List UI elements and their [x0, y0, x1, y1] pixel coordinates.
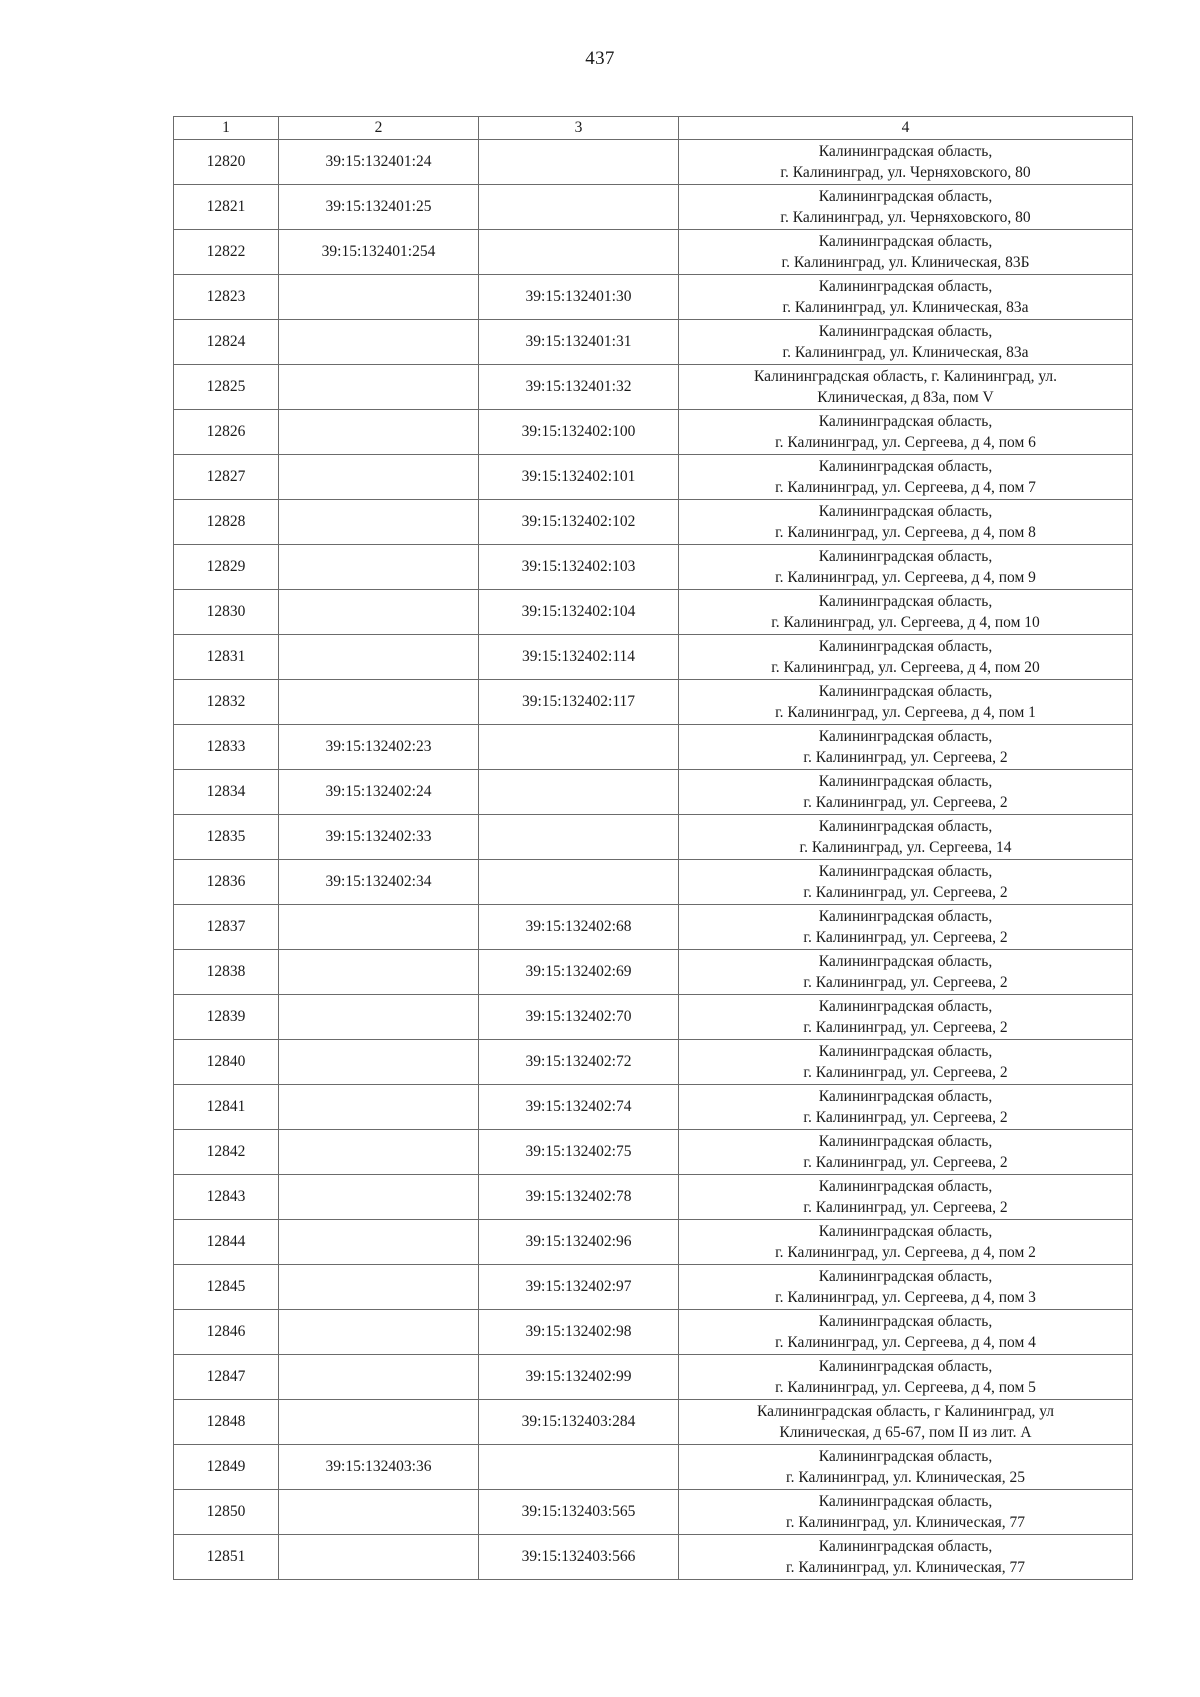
cadastral-number-cell: 39:15:132401:254 [279, 230, 479, 275]
row-number-cell: 12820 [174, 140, 279, 185]
cadastral-number-cell [279, 365, 479, 410]
row-number-cell: 12822 [174, 230, 279, 275]
address-line-2: г. Калининград, ул. Сергеева, д 4, пом 5 [775, 1379, 1036, 1396]
page-number: 437 [585, 48, 615, 69]
cadastral-number-cell [279, 950, 479, 995]
cadastral-number-cell: 39:15:132402:34 [279, 860, 479, 905]
address-line-1: Калининградская область, [818, 682, 993, 700]
table-row [174, 410, 1133, 455]
table-row [174, 1130, 1133, 1175]
table-row [174, 1355, 1133, 1400]
table-row [174, 1040, 1133, 1085]
table-row [174, 1535, 1133, 1580]
address-line-2: г. Калининград, ул. Сергеева, 2 [803, 1064, 1008, 1081]
address-cell [679, 1265, 1133, 1310]
address-line-2: г. Калининград, ул. Сергеева, 2 [803, 1019, 1008, 1036]
table-row [174, 1445, 1133, 1490]
address-cell [679, 275, 1133, 320]
cadastral-number-cell: 39:15:132402:23 [279, 725, 479, 770]
table-row [174, 320, 1133, 365]
table-row [174, 500, 1133, 545]
table-row [174, 905, 1133, 950]
address-cell [679, 770, 1133, 815]
address-line-2: г. Калининград, ул. Сергеева, д 4, пом 10 [771, 614, 1040, 631]
address-line-1: Калининградская область, г Калининград, ул [756, 1402, 1055, 1420]
address-line-2: г. Калининград, ул. Клиническая, 83Б [781, 254, 1030, 271]
address-cell [679, 950, 1133, 995]
address-line-1: Калининградская область, [818, 727, 993, 745]
address-line-1: Калининградская область, [818, 1447, 993, 1465]
address-line-1: Калининградская область, г. Калининград, ул. [753, 367, 1058, 385]
cadastral-number-cell [279, 1535, 479, 1580]
row-number-cell: 12851 [174, 1535, 279, 1580]
premises-cadastral-number-cell: 39:15:132402:70 [479, 995, 679, 1040]
address-line-2: г. Калининград, ул. Сергеева, д 4, пом 2 [775, 1244, 1036, 1261]
premises-cadastral-number-cell [479, 185, 679, 230]
address-cell [679, 1085, 1133, 1130]
address-cell [679, 455, 1133, 500]
premises-cadastral-number-cell: 39:15:132401:31 [479, 320, 679, 365]
row-number-cell: 12848 [174, 1400, 279, 1445]
address-line-1: Калининградская область, [818, 907, 993, 925]
row-number-cell: 12832 [174, 680, 279, 725]
address-line-1: Калининградская область, [818, 772, 993, 790]
address-line-2: г. Калининград, ул. Сергеева, 2 [803, 794, 1008, 811]
premises-cadastral-number-cell: 39:15:132401:30 [479, 275, 679, 320]
address-cell [679, 995, 1133, 1040]
premises-cadastral-number-cell [479, 860, 679, 905]
cadastral-number-cell: 39:15:132401:25 [279, 185, 479, 230]
premises-cadastral-number-cell [479, 140, 679, 185]
table-row [174, 1265, 1133, 1310]
address-line-2: г. Калининград, ул. Сергеева, д 4, пом 9 [775, 569, 1036, 586]
address-line-1: Калининградская область, [818, 1537, 993, 1555]
row-number-cell: 12841 [174, 1085, 279, 1130]
address-line-2: Клиническая, д 83а, пом V [817, 389, 994, 406]
table-row [174, 275, 1133, 320]
address-cell [679, 500, 1133, 545]
address-line-1: Калининградская область, [818, 1357, 993, 1375]
address-line-1: Калининградская область, [818, 502, 993, 520]
address-cell [679, 1220, 1133, 1265]
address-cell [679, 1040, 1133, 1085]
row-number-cell: 12836 [174, 860, 279, 905]
premises-cadastral-number-cell: 39:15:132402:114 [479, 635, 679, 680]
row-number-cell: 12825 [174, 365, 279, 410]
address-line-2: г. Калининград, ул. Сергеева, д 4, пом 1 [775, 704, 1036, 721]
address-line-2: г. Калининград, ул. Сергеева, 2 [803, 884, 1008, 901]
address-line-2: г. Калининград, ул. Клиническая, 83а [782, 344, 1029, 361]
address-line-1: Калининградская область, [818, 412, 993, 430]
cadastral-number-cell [279, 680, 479, 725]
address-cell [679, 1400, 1133, 1445]
table-row [174, 725, 1133, 770]
premises-cadastral-number-cell [479, 1445, 679, 1490]
premises-cadastral-number-cell: 39:15:132402:96 [479, 1220, 679, 1265]
address-cell [679, 860, 1133, 905]
premises-cadastral-number-cell: 39:15:132402:102 [479, 500, 679, 545]
table-row [174, 365, 1133, 410]
table-row [174, 230, 1133, 275]
table-row [174, 860, 1133, 905]
premises-cadastral-number-cell: 39:15:132402:100 [479, 410, 679, 455]
address-line-2: г. Калининград, ул. Сергеева, д 4, пом 3 [775, 1289, 1036, 1306]
address-line-1: Калининградская область, [818, 547, 993, 565]
row-number-cell: 12849 [174, 1445, 279, 1490]
row-number-cell: 12834 [174, 770, 279, 815]
cadastral-number-cell: 39:15:132401:24 [279, 140, 479, 185]
cadastral-number-cell [279, 1355, 479, 1400]
cadastral-number-cell [279, 635, 479, 680]
column-header-1: 1 [174, 117, 279, 140]
cadastral-number-cell: 39:15:132402:24 [279, 770, 479, 815]
address-line-1: Калининградская область, [818, 1312, 993, 1330]
address-line-2: г. Калининград, ул. Сергеева, д 4, пом 6 [775, 434, 1036, 451]
table-row [174, 1220, 1133, 1265]
cadastral-number-cell [279, 410, 479, 455]
address-line-1: Калининградская область, [818, 997, 993, 1015]
row-number-cell: 12850 [174, 1490, 279, 1535]
address-line-1: Калининградская область, [818, 1177, 993, 1195]
address-line-1: Калининградская область, [818, 457, 993, 475]
row-number-cell: 12847 [174, 1355, 279, 1400]
row-number-cell: 12821 [174, 185, 279, 230]
premises-cadastral-number-cell: 39:15:132402:78 [479, 1175, 679, 1220]
address-line-1: Калининградская область, [818, 232, 993, 250]
address-line-1: Калининградская область, [818, 1132, 993, 1150]
address-cell [679, 545, 1133, 590]
address-cell [679, 1175, 1133, 1220]
address-line-1: Калининградская область, [818, 862, 993, 880]
cadastral-number-cell [279, 905, 479, 950]
address-line-2: г. Калининград, ул. Черняховского, 80 [780, 209, 1031, 226]
cadastral-number-cell [279, 1085, 479, 1130]
cadastral-number-cell [279, 320, 479, 365]
address-line-2: г. Калининград, ул. Сергеева, 2 [803, 1109, 1008, 1126]
premises-cadastral-number-cell: 39:15:132402:103 [479, 545, 679, 590]
address-line-2: г. Калининград, ул. Сергеева, 2 [803, 974, 1008, 991]
cadastral-number-cell [279, 995, 479, 1040]
address-cell [679, 140, 1133, 185]
table-row [174, 995, 1133, 1040]
column-header-2: 2 [279, 117, 479, 140]
address-line-1: Калининградская область, [818, 1222, 993, 1240]
column-header-4: 4 [679, 117, 1133, 140]
address-cell [679, 1535, 1133, 1580]
address-line-1: Калининградская область, [818, 322, 993, 340]
address-cell [679, 905, 1133, 950]
address-line-2: г. Калининград, ул. Сергеева, 2 [803, 929, 1008, 946]
cadastral-number-cell [279, 1175, 479, 1220]
address-cell [679, 815, 1133, 860]
address-cell [679, 635, 1133, 680]
row-number-cell: 12846 [174, 1310, 279, 1355]
address-line-1: Калининградская область, [818, 1087, 993, 1105]
cadastral-number-cell [279, 1040, 479, 1085]
table-row [174, 185, 1133, 230]
cadastral-number-cell [279, 1265, 479, 1310]
address-line-1: Калининградская область, [818, 817, 993, 835]
premises-cadastral-number-cell [479, 725, 679, 770]
premises-cadastral-number-cell: 39:15:132403:566 [479, 1535, 679, 1580]
row-number-cell: 12831 [174, 635, 279, 680]
cadastral-number-cell [279, 1400, 479, 1445]
address-cell [679, 320, 1133, 365]
premises-cadastral-number-cell: 39:15:132402:72 [479, 1040, 679, 1085]
table-row [174, 140, 1133, 185]
address-cell [679, 185, 1133, 230]
row-number-cell: 12843 [174, 1175, 279, 1220]
premises-cadastral-number-cell: 39:15:132402:99 [479, 1355, 679, 1400]
row-number-cell: 12826 [174, 410, 279, 455]
premises-cadastral-number-cell: 39:15:132402:104 [479, 590, 679, 635]
address-line-1: Калининградская область, [818, 637, 993, 655]
address-line-1: Калининградская область, [818, 277, 993, 295]
row-number-cell: 12823 [174, 275, 279, 320]
address-line-2: г. Калининград, ул. Сергеева, 2 [803, 749, 1008, 766]
table-row [174, 545, 1133, 590]
cadastral-number-cell [279, 455, 479, 500]
table-row [174, 680, 1133, 725]
cadastral-number-cell [279, 1220, 479, 1265]
premises-cadastral-number-cell: 39:15:132402:68 [479, 905, 679, 950]
address-cell [679, 725, 1133, 770]
table-row [174, 1310, 1133, 1355]
address-line-2: г. Калининград, ул. Сергеева, 14 [799, 839, 1012, 856]
cadastral-number-cell [279, 1490, 479, 1535]
address-cell [679, 1130, 1133, 1175]
address-line-2: г. Калининград, ул. Клиническая, 25 [785, 1469, 1026, 1486]
premises-cadastral-number-cell: 39:15:132403:565 [479, 1490, 679, 1535]
premises-cadastral-number-cell: 39:15:132402:98 [479, 1310, 679, 1355]
row-number-cell: 12842 [174, 1130, 279, 1175]
cadastral-number-cell [279, 275, 479, 320]
address-line-2: г. Калининград, ул. Сергеева, д 4, пом 7 [775, 479, 1036, 496]
address-line-1: Калининградская область, [818, 1042, 993, 1060]
cadastral-number-cell [279, 590, 479, 635]
header-row [174, 117, 1133, 140]
address-line-2: г. Калининград, ул. Черняховского, 80 [780, 164, 1031, 181]
address-line-2: г. Калининград, ул. Клиническая, 83а [782, 299, 1029, 316]
row-number-cell: 12830 [174, 590, 279, 635]
row-number-cell: 12828 [174, 500, 279, 545]
premises-cadastral-number-cell: 39:15:132403:284 [479, 1400, 679, 1445]
row-number-cell: 12829 [174, 545, 279, 590]
registry-table [173, 116, 1133, 1580]
address-line-2: г. Калининград, ул. Сергеева, д 4, пом 8 [775, 524, 1036, 541]
address-line-1: Калининградская область, [818, 592, 993, 610]
premises-cadastral-number-cell [479, 230, 679, 275]
row-number-cell: 12845 [174, 1265, 279, 1310]
row-number-cell: 12835 [174, 815, 279, 860]
table-row [174, 635, 1133, 680]
table-row [174, 1175, 1133, 1220]
address-line-1: Калининградская область, [818, 1267, 993, 1285]
address-cell [679, 590, 1133, 635]
table-row [174, 950, 1133, 995]
table-row [174, 455, 1133, 500]
table-row [174, 770, 1133, 815]
row-number-cell: 12839 [174, 995, 279, 1040]
table-row [174, 1490, 1133, 1535]
address-line-2: г. Калининград, ул. Клиническая, 77 [785, 1559, 1026, 1576]
cadastral-number-cell [279, 1310, 479, 1355]
address-cell [679, 1445, 1133, 1490]
address-line-2: г. Калининград, ул. Клиническая, 77 [785, 1514, 1026, 1531]
address-line-2: г. Калининград, ул. Сергеева, 2 [803, 1199, 1008, 1216]
table-row [174, 815, 1133, 860]
premises-cadastral-number-cell: 39:15:132402:117 [479, 680, 679, 725]
address-line-1: Калининградская область, [818, 952, 993, 970]
cadastral-number-cell [279, 545, 479, 590]
row-number-cell: 12838 [174, 950, 279, 995]
address-cell [679, 365, 1133, 410]
table-row [174, 1400, 1133, 1445]
address-cell [679, 680, 1133, 725]
row-number-cell: 12837 [174, 905, 279, 950]
premises-cadastral-number-cell: 39:15:132401:32 [479, 365, 679, 410]
address-line-2: г. Калининград, ул. Сергеева, д 4, пом 20 [771, 659, 1040, 676]
address-cell [679, 1490, 1133, 1535]
premises-cadastral-number-cell: 39:15:132402:69 [479, 950, 679, 995]
row-number-cell: 12833 [174, 725, 279, 770]
row-number-cell: 12844 [174, 1220, 279, 1265]
address-cell [679, 1355, 1133, 1400]
address-line-1: Калининградская область, [818, 187, 993, 205]
cadastral-number-cell [279, 1130, 479, 1175]
column-header-3: 3 [479, 117, 679, 140]
premises-cadastral-number-cell [479, 815, 679, 860]
address-line-2: г. Калининград, ул. Сергеева, 2 [803, 1154, 1008, 1171]
cadastral-number-cell: 39:15:132402:33 [279, 815, 479, 860]
address-cell [679, 410, 1133, 455]
address-line-1: Калининградская область, [818, 142, 993, 160]
address-line-2: Клиническая, д 65-67, пом II из лит. А [779, 1424, 1032, 1441]
premises-cadastral-number-cell: 39:15:132402:74 [479, 1085, 679, 1130]
premises-cadastral-number-cell: 39:15:132402:75 [479, 1130, 679, 1175]
address-line-2: г. Калининград, ул. Сергеева, д 4, пом 4 [775, 1334, 1036, 1351]
address-cell [679, 1310, 1133, 1355]
address-cell [679, 230, 1133, 275]
row-number-cell: 12827 [174, 455, 279, 500]
row-number-cell: 12824 [174, 320, 279, 365]
address-line-1: Калининградская область, [818, 1492, 993, 1510]
premises-cadastral-number-cell: 39:15:132402:101 [479, 455, 679, 500]
row-number-cell: 12840 [174, 1040, 279, 1085]
cadastral-number-cell: 39:15:132403:36 [279, 1445, 479, 1490]
premises-cadastral-number-cell: 39:15:132402:97 [479, 1265, 679, 1310]
table-row [174, 590, 1133, 635]
premises-cadastral-number-cell [479, 770, 679, 815]
cadastral-number-cell [279, 500, 479, 545]
table-row [174, 1085, 1133, 1130]
